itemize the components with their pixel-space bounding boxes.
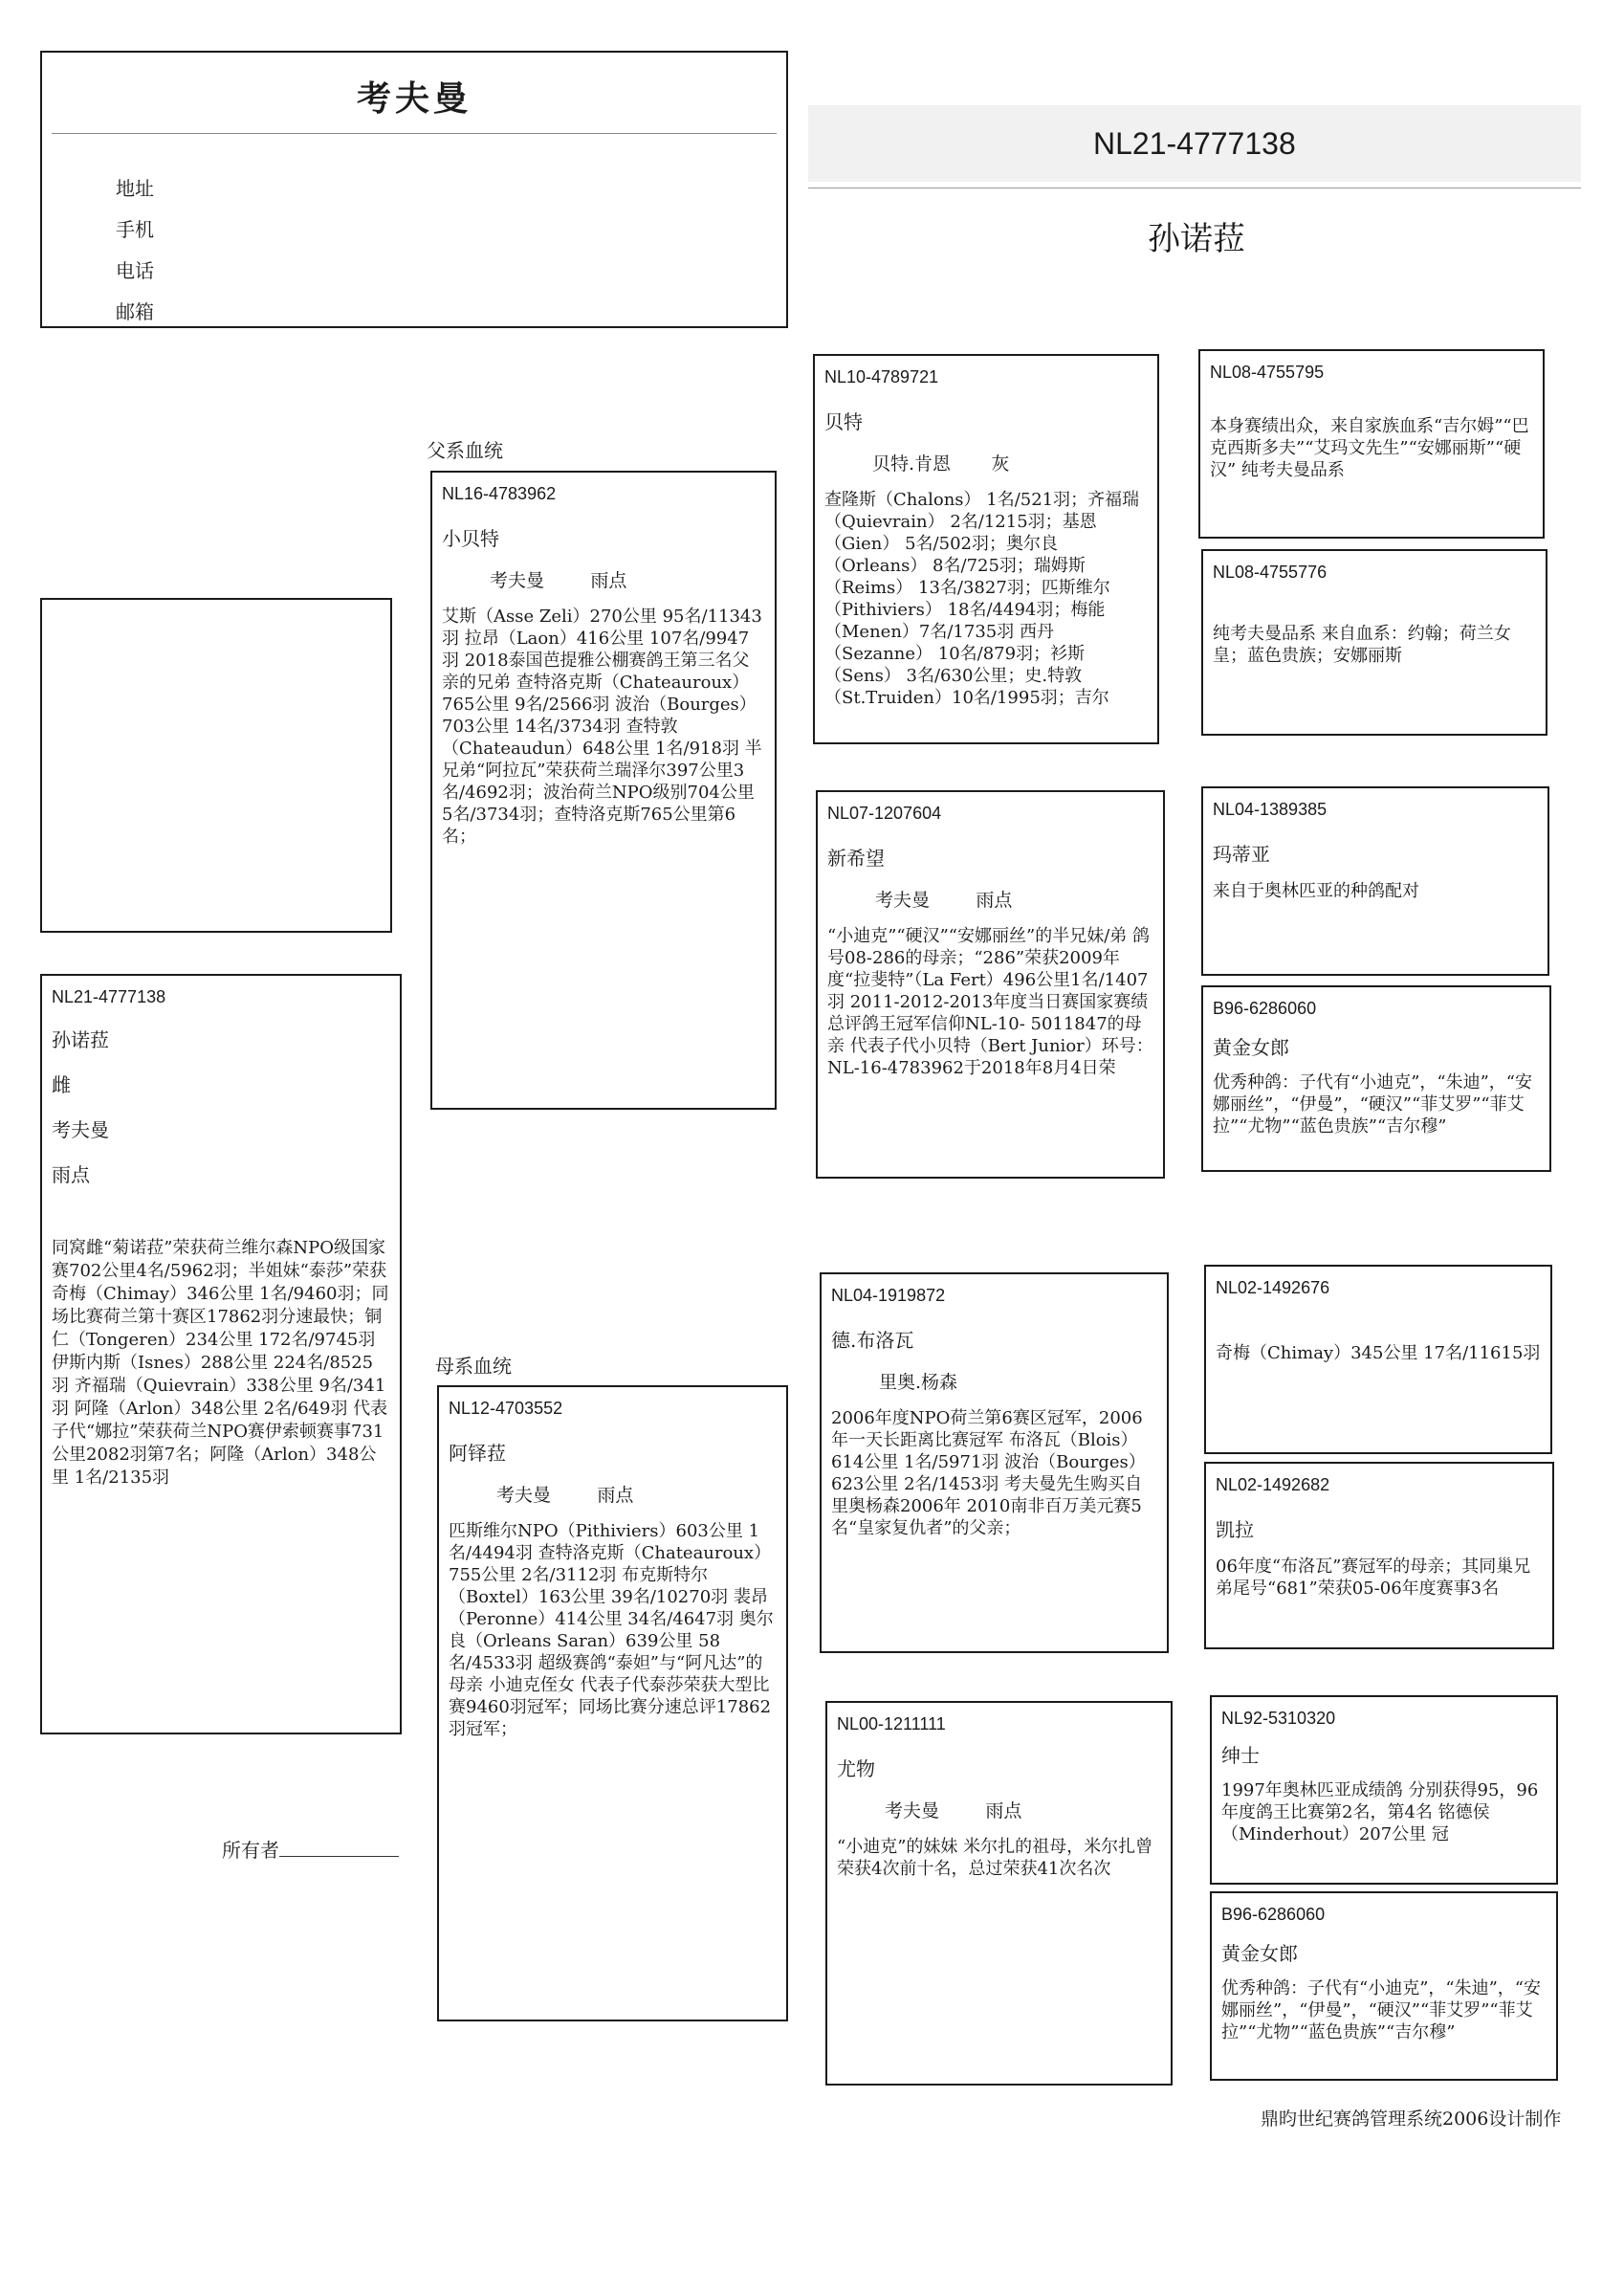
ring-number: NL08-4755795 [1210,363,1325,382]
pigeon-description: 匹斯维尔NPO（Pithiviers）603公里 1名/4494羽 查特洛克斯（Chateauroux）755公里 2名/3112羽 布克斯特尔（Boxtel）163公里 39名/10270羽 裴昂（Peronne）414公里 34名/4647羽 奥尔良（Orleans Saran）639公里 58名/4533羽 超级赛鸽“泰妲”与“阿凡达”的母亲 小迪克侄女 代表子代泰莎荣获大型比赛9460羽冠军；同场比赛分速总评17862羽冠军； [449,1521,774,1739]
pigeon-description: 艾斯（Asse Zeli）270公里 95名/11343羽 拉昂（Laon）416公里 107名/9947羽 2018泰国芭提雅公棚赛鸽王第三名父亲的兄弟 查特洛克斯（Chateauroux）765公里 9名/2566羽 波治（Bourges）703公里 14名/3734羽 查特敦（Chateaudun）648公里 1名/918羽 半兄弟“阿拉瓦”荣获荷兰瑞泽尔397公里3名/4692羽；波治荷兰NPO级别704公里5名/3734羽；查特洛克斯765公里第6名； [442,607,762,847]
pigeon-breeder-color: 贝特.肯恩 灰 [872,453,1010,475]
address-label: 地址 [116,177,154,200]
subject-card [40,974,402,1734]
pigeon-description: 奇梅（Chimay）345公里 17名/11615羽 [1216,1343,1541,1363]
ring-number: NL10-4789721 [824,367,939,386]
great-grandparent-card-7 [1210,1695,1558,1885]
ring-number: NL02-1492682 [1216,1475,1330,1494]
owner-title: 考夫曼 [356,78,472,119]
pigeon-description: 纯考夫曼品系 来自血系：约翰；荷兰女皇；蓝色贵族；安娜丽斯 [1213,624,1511,666]
ring-number: NL02-1492676 [1216,1278,1330,1297]
great-grandparent-card-8 [1210,1891,1558,2081]
pigeon-description: 优秀种鸽：子代有“小迪克”，“朱迪”，“安娜丽丝”，“伊曼”，“硬汉”“菲艾罗”“菲艾拉”“尤物”“蓝色贵族”“吉尔穆” [1213,1072,1533,1137]
great-grandparent-card-4 [1201,985,1551,1172]
pigeon-name: 新希望 [827,847,885,870]
ring-number-banner [808,105,1581,182]
pigeon-breeder-color: 里奥.杨森 [879,1372,958,1393]
pigeon-description: 来自于奥林匹亚的种鸽配对 [1213,881,1419,901]
sire-card [430,471,777,1110]
owner-signature-line [279,1856,399,1857]
great-grandparent-card-2 [1201,549,1547,736]
pigeon-description: 同窝雌“菊诺菈”荣获荷兰维尔森NPO级国家赛702公里4名/5962羽；半姐妹“泰莎”荣获奇梅（Chimay）346公里 1名/9460羽；同场比赛荷兰第十赛区17862羽分速最快；铜仁（Tongeren）234公里 172名/9745羽 伊斯内斯（Isnes）288公里 224名/8525羽 齐福瑞（Quievrain）338公里 9名/341羽 阿隆（Arlon）348公里 2名/649羽 代表子代“娜拉”荣获荷兰NPO赛伊索顿赛事731公里2082羽第7名；阿隆（Arlon）348公里 1名/2135羽 [52,1238,389,1488]
pigeon-name: 玛蒂亚 [1213,843,1270,866]
ring-number: NL07-1207604 [827,804,942,823]
pigeon-name: 凯拉 [1216,1518,1254,1541]
dam-dam-card [825,1701,1173,2086]
ring-number: B96-6286060 [1221,1905,1326,1924]
pigeon-name: 阿铎菈 [449,1442,506,1465]
dam-line-label: 母系血统 [435,1355,512,1378]
pigeon-description: 2006年度NPO荷兰第6赛区冠军，2006年一天长距离比赛冠军 布洛瓦（Blois）614公里 1名/5971羽 波治（Bourges）623公里 2名/1453羽 考夫曼先生购买自里奥杨森2006年 2010南非百万美元赛5名“皇家复仇者”的父亲； [831,1408,1146,1538]
pigeon-description: 本身赛绩出众，来自家族血系“吉尔姆”“巴克西斯多夫”“艾玛文先生”“安娜丽斯”“硬汉” 纯考夫曼品系 [1210,416,1529,480]
great-grandparent-card-3 [1201,786,1549,976]
pigeon-name: 孙诺菈 [52,1028,109,1051]
owner-label: 所有者 [222,1839,279,1862]
pigeon-sex: 雌 [52,1073,71,1096]
pigeon-name: 黄金女郎 [1221,1942,1298,1965]
mobile-label: 手机 [116,218,154,241]
pigeon-breeder-color: 考夫曼 雨点 [875,890,1013,911]
pigeon-breeder-color: 考夫曼 雨点 [885,1800,1022,1821]
pigeon-description: “小迪克”“硬汉”“安娜丽丝”的半兄妹/弟 鸽号08-286的母亲；“286”荣获2009年度“拉斐特”（La Fert）496公里1名/1407羽 2011-2012-2013年度当日赛国家赛绩总评鸽王冠军信仰NL-10- 5011847的母亲 代表子代小贝特（Bert Junior）环号：NL-16-4783962于2018年8月4日荣 [827,926,1153,1078]
email-label: 邮箱 [116,300,154,323]
owner-info-box [40,51,788,328]
ring-number: NL12-4703552 [449,1399,563,1418]
ring-number-title: NL21-4777138 [1093,126,1296,161]
ring-number: NL92-5310320 [1221,1709,1336,1728]
dam-sire-card [820,1272,1169,1653]
sire-line-label: 父系血统 [427,439,503,462]
dam-card [437,1385,788,2021]
sire-sire-card [813,354,1159,744]
phone-label: 电话 [116,259,154,282]
ring-number: NL04-1919872 [831,1286,946,1305]
pigeon-name: 德.布洛瓦 [831,1329,914,1352]
pigeon-description: 优秀种鸽：子代有“小迪克”，“朱迪”，“安娜丽丝”，“伊曼”，“硬汉”“菲艾罗”“菲艾拉”“尤物”“蓝色贵族”“吉尔穆” [1221,1978,1542,2042]
footer-credit: 鼎昀世纪赛鸽管理系统2006设计制作 [1261,2108,1562,2130]
pigeon-name: 小贝特 [442,527,499,550]
great-grandparent-card-6 [1204,1462,1554,1649]
pigeon-description: “小迪克”的妹妹 米尔扎的祖母，米尔扎曾荣获4次前十名，总过荣获41次名次 [837,1837,1153,1879]
ring-number: NL16-4783962 [442,484,557,503]
pigeon-description: 1997年奥林匹亚成绩鸽 分别获得95，96年度鸽王比赛第2名，第4名 铭德侯（Minderhout）207公里 冠 [1221,1780,1539,1844]
ring-number: NL04-1389385 [1213,800,1328,819]
ring-number: B96-6286060 [1213,999,1317,1018]
pigeon-breeder-color: 考夫曼 雨点 [496,1485,634,1506]
great-grandparent-card-1 [1198,349,1545,539]
owner-divider [52,133,777,134]
ring-number: NL21-4777138 [52,987,166,1006]
pigeon-description: 查隆斯（Chalons） 1名/521羽；齐福瑞（Quievrain） 2名/1215羽；基恩（Gien） 5名/502羽；奥尔良（Orleans） 8名/725羽；瑞姆斯（Reims） 13名/3827羽；匹斯维尔（Pithiviers） 18名/4494羽；梅能（Menen）7名/1735羽 西丹（Sezanne） 10名/879羽；衫斯（Sens） 3名/630公里；史.特敦（St.Truiden）10名/1995羽；吉尔 [824,490,1140,708]
pigeon-description: 06年度“布洛瓦”赛冠军的母亲；其同巢兄弟尾号“681”荣获05-06年度赛事3名 [1216,1556,1531,1599]
pigeon-name: 绅士 [1221,1744,1260,1767]
ring-number: NL00-1211111 [837,1714,946,1733]
photo-frame [40,598,392,933]
pigeon-name: 尤物 [837,1757,875,1780]
pigeon-color: 雨点 [52,1163,90,1186]
pigeon-breeder: 考夫曼 [52,1118,109,1141]
ring-number: NL08-4755776 [1213,563,1328,582]
great-grandparent-card-5 [1204,1265,1552,1454]
pigeon-name-title: 孙诺菈 [1148,220,1245,258]
pigeon-name: 贝特 [824,410,863,433]
sire-dam-card [816,790,1165,1179]
pigeon-name: 黄金女郎 [1213,1036,1289,1059]
pigeon-breeder-color: 考夫曼 雨点 [490,570,627,591]
